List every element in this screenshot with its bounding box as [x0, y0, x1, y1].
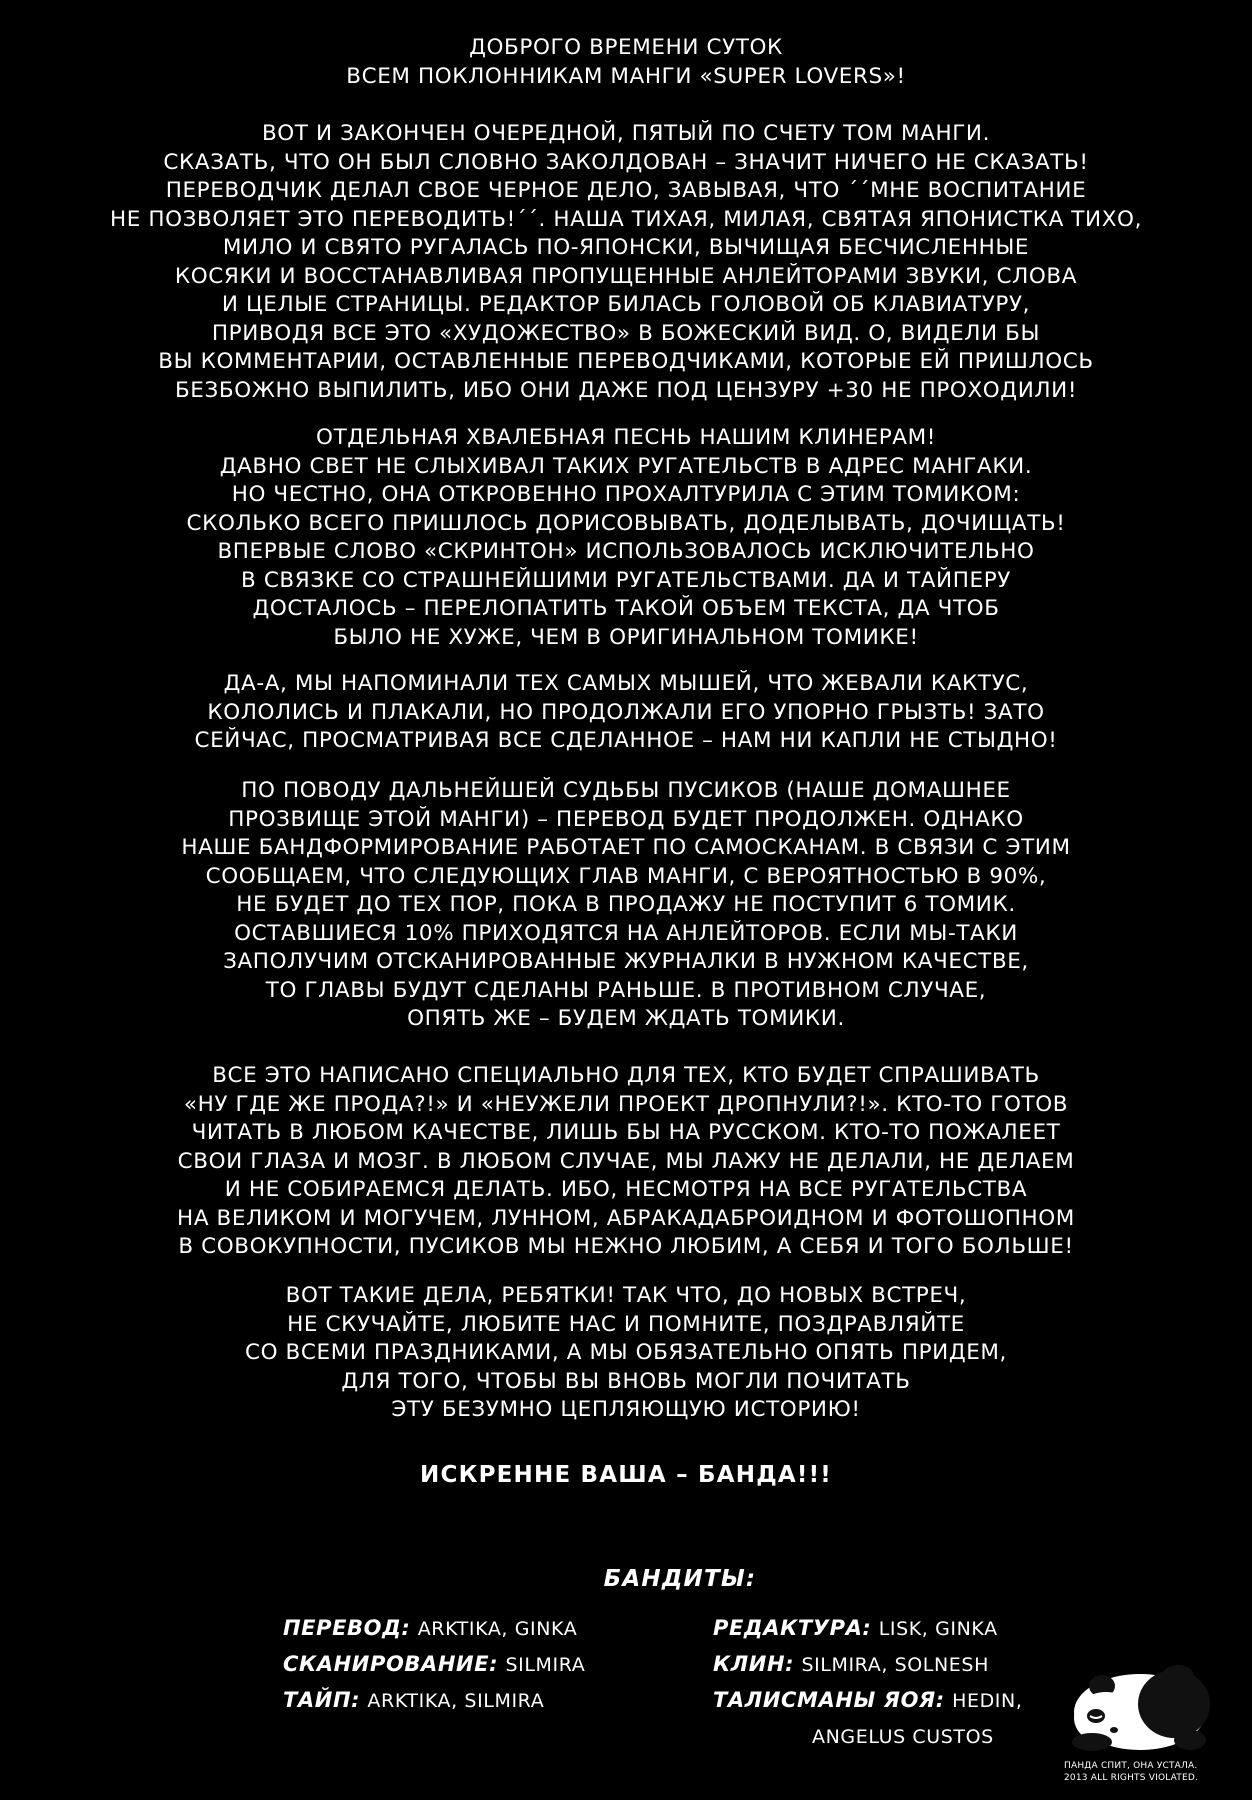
- text-line: ОТДЕЛЬНАЯ ХВАЛЕБНАЯ ПЕСНЬ НАШИМ КЛИНЕРАМ!: [316, 425, 936, 450]
- credit-cleaning: [713, 1652, 989, 1676]
- text-line: НЕ БУДЕТ ДО ТЕХ ПОР, ПОКА В ПРОДАЖУ НЕ ПОСТУПИТ 6 ТОМИК.: [236, 892, 1016, 917]
- text-line: ВОТ И ЗАКОНЧЕН ОЧЕРЕДНОЙ, ПЯТЫЙ ПО СЧЕТУ ТОМ МАНГИ.: [261, 121, 991, 146]
- text-line: И ЦЕЛЫЕ СТРАНИЦЫ. РЕДАКТОР БИЛАСЬ ГОЛОВОЙ ОБ КЛАВИАТУРУ,: [221, 292, 1031, 317]
- text-line: ВЫ КОММЕНТАРИИ, ОСТАВЛЕННЫЕ ПЕРЕВОДЧИКАМИ, КОТОРЫЕ ЕЙ ПРИШЛОСЬ: [158, 349, 1094, 374]
- text-line: ПРИВОДЯ ВСЕ ЭТО «ХУДОЖЕСТВО» В БОЖЕСКИЙ ВИД. О, ВИДЕЛИ БЫ: [211, 320, 1041, 346]
- credit-scanning: [283, 1652, 585, 1676]
- text-line: ВСЕ ЭТО НАПИСАНО СПЕЦИАЛЬНО ДЛЯ ТЕХ, КТО БУДЕТ СПРАШИВАТЬ: [212, 1063, 1040, 1088]
- credit-names: ARKTIKA, GINKA: [417, 1618, 578, 1640]
- credit-typesetting: [283, 1688, 544, 1712]
- text-line: ОПЯТЬ ЖЕ – БУДЕМ ЖДАТЬ ТОМИКИ.: [407, 1006, 845, 1031]
- text-line: ДОСТАЛОСЬ – ПЕРЕЛОПАТИТЬ ТАКОЙ ОБЪЕМ ТЕКСТА, ДА ЧТОБ: [252, 596, 1000, 621]
- credit-names: ARKTIKA, SILMIRA: [367, 1690, 545, 1712]
- text-line: ОСТАВШИЕСЯ 10% ПРИХОДЯТСЯ НА АНЛЕЙТОРОВ. ЕСЛИ МЫ-ТАКИ: [234, 920, 1018, 946]
- text-line: ТО ГЛАВЫ БУДУТ СДЕЛАНЫ РАНЬШЕ. В ПРОТИВНОМ СЛУЧАЕ,: [265, 977, 987, 1003]
- credit-editing: [713, 1616, 998, 1640]
- greeting-line: ДОБРОГО ВРЕМЕНИ СУТОК: [469, 35, 783, 60]
- greeting-line: ВСЕМ ПОКЛОННИКАМ МАНГИ «SUPER LOVERS»!: [346, 63, 906, 89]
- paragraph-future: [100, 777, 1152, 1034]
- text-line: СКАЗАТЬ, ЧТО ОН БЫЛ СЛОВНО ЗАКОЛДОВАН – ЗНАЧИТ НИЧЕГО НЕ СКАЗАТЬ!: [163, 149, 1089, 175]
- panda-caption: [1064, 1760, 1220, 1784]
- signature: ИСКРЕННЕ ВАША – БАНДА!!!: [420, 1462, 832, 1488]
- text-line: ДАВНО СВЕТ НЕ СЛЫХИВАЛ ТАКИХ РУГАТЕЛЬСТВ В АДРЕС МАНГАКИ.: [219, 453, 1033, 479]
- text-line: ВОТ ТАКИЕ ДЕЛА, РЕБЯТКИ! ТАК ЧТО, ДО НОВЫХ ВСТРЕЧ,: [285, 1283, 967, 1308]
- credit-mascots: [713, 1688, 1022, 1712]
- text-line: НЕ ПОЗВОЛЯЕТ ЭТО ПЕРЕВОДИТЬ!´´. НАША ТИХАЯ, МИЛАЯ, СВЯТАЯ ЯПОНИСТКА ТИХО,: [109, 206, 1143, 232]
- text-line: ПРОЗВИЩЕ ЭТОЙ МАНГИ) – ПЕРЕВОД БУДЕТ ПРОДОЛЖЕН. ОДНАКО: [228, 806, 1024, 832]
- text-line: НАШЕ БАНДФОРМИРОВАНИЕ РАБОТАЕТ ПО САМОСКАНАМ. В СВЯЗИ С ЭТИМ: [181, 835, 1071, 860]
- text-line: ЭТУ БЕЗУМНО ЦЕПЛЯЮЩУЮ ИСТОРИЮ!: [391, 1397, 861, 1422]
- text-line: ПЕРЕВОДЧИК ДЕЛАЛ СВОЕ ЧЕРНОЕ ДЕЛО, ЗАВЫВАЯ, ЧТО ´´МНЕ ВОСПИТАНИЕ: [165, 178, 1087, 203]
- text-line: МИЛО И СВЯТО РУГАЛАСЬ ПО-ЯПОНСКИ, ВЫЧИЩАЯ БЕСЧИСЛЕННЫЕ: [222, 235, 1030, 260]
- text-line: ПО ПОВОДУ ДАЛЬНЕЙШЕЙ СУДЬБЫ ПУСИКОВ (НАШЕ ДОМАШНЕЕ: [241, 778, 1011, 803]
- text-line: СООБЩАЕМ, ЧТО СЛЕДУЮЩИХ ГЛАВ МАНГИ, С ВЕРОЯТНОСТЬЮ В 90%,: [205, 863, 1047, 889]
- text-line: СКОЛЬКО ВСЕГО ПРИШЛОСЬ ДОРИСОВЫВАТЬ, ДОДЕЛЫВАТЬ, ДОЧИЩАТЬ!: [186, 510, 1066, 536]
- text-line: СВОИ ГЛАЗА И МОЗГ. В ЛЮБОМ СЛУЧАЕ, МЫ ЛАЖУ НЕ ДЕЛАЛИ, НЕ ДЕЛАЕМ: [177, 1148, 1075, 1174]
- credit-names: SILMIRA, SOLNESH: [801, 1654, 989, 1676]
- paragraph-for-askers: [100, 1062, 1152, 1262]
- text-line: ЗАПОЛУЧИМ ОТСКАНИРОВАННЫЕ ЖУРНАЛКИ В НУЖНОМ КАЧЕСТВЕ,: [223, 949, 1029, 974]
- text-line: БЕЗБОЖНО ВЫПИЛИТЬ, ИБО ОНИ ДАЖЕ ПОД ЦЕНЗУРУ +30 НЕ ПРОХОДИЛИ!: [174, 377, 1078, 403]
- credit-role: ПЕРЕВОД:: [283, 1616, 411, 1640]
- caption-line: 2013 ALL RIGHTS VIOLATED.: [1064, 1773, 1199, 1783]
- text-line: КОЛОЛИСЬ И ПЛАКАЛИ, НО ПРОДОЛЖАЛИ ЕГО УПОРНО ГРЫЗТЬ! ЗАТО: [207, 699, 1045, 725]
- credits-title: БАНДИТЫ:: [603, 1566, 757, 1592]
- credit-role: КЛИН:: [713, 1652, 795, 1676]
- text-line: И НЕ СОБИРАЕМСЯ ДЕЛАТЬ. ИБО, НЕСМОТРЯ НА ВСЕ РУГАТЕЛЬСТВА: [224, 1177, 1028, 1202]
- credit-role: ТАЙП:: [283, 1688, 361, 1712]
- credit-role: ТАЛИСМАНЫ ЯОЯ:: [713, 1688, 945, 1712]
- sleeping-panda-icon: [1062, 1656, 1214, 1752]
- text-line: СО ВСЕМИ ПРАЗДНИКАМИ, А МЫ ОБЯЗАТЕЛЬНО ОПЯТЬ ПРИДЕМ,: [244, 1340, 1007, 1365]
- credit-names: LISK, GINKA: [878, 1618, 998, 1640]
- credit-mascots-continued: [812, 1724, 994, 1748]
- text-line: В СОВОКУПНОСТИ, ПУСИКОВ МЫ НЕЖНО ЛЮБИМ, А СЕБЯ И ТОГО БОЛЬШЕ!: [178, 1234, 1074, 1259]
- greeting-block: [100, 34, 1152, 91]
- credit-names: HEDIN,: [952, 1690, 1023, 1712]
- credit-role: РЕДАКТУРА:: [713, 1616, 872, 1640]
- caption-line: ПАНДА СПИТ, ОНА УСТАЛА.: [1064, 1761, 1198, 1771]
- paragraph-farewell: [100, 1282, 1152, 1425]
- credit-translation: [283, 1616, 577, 1640]
- credit-names: SILMIRA: [505, 1654, 586, 1676]
- text-line: ЧИТАТЬ В ЛЮБОМ КАЧЕСТВЕ, ЛИШЬ БЫ НА РУССКОМ. КТО-ТО ПОЖАЛЕЕТ: [191, 1120, 1061, 1145]
- text-line: В СВЯЗКЕ СО СТРАШНЕЙШИМИ РУГАТЕЛЬСТВАМИ. ДА И ТАЙПЕРУ: [241, 567, 1011, 593]
- credit-names: ANGELUS CUSTOS: [812, 1726, 994, 1748]
- text-line: СЕЙЧАС, ПРОСМАТРИВАЯ ВСЕ СДЕЛАННОЕ – НАМ НИ КАПЛИ НЕ СТЫДНО!: [194, 728, 1058, 753]
- text-line: КОСЯКИ И ВОССТАНАВЛИВАЯ ПРОПУЩЕННЫЕ АНЛЕЙТОРАМИ ЗВУКИ, СЛОВА: [174, 263, 1078, 289]
- text-line: НА ВЕЛИКОМ И МОГУЧЕМ, ЛУННОМ, АБРАКАДАБРОИДНОМ И ФОТОШОПНОМ: [177, 1205, 1075, 1231]
- text-line: НО ЧЕСТНО, ОНА ОТКРОВЕННО ПРОХАЛТУРИЛА С ЭТИМ ТОМИКОМ:: [231, 482, 1021, 507]
- text-line: ДЛЯ ТОГО, ЧТОБЫ ВЫ ВНОВЬ МОГЛИ ПОЧИТАТЬ: [341, 1368, 911, 1394]
- text-line: «НУ ГДЕ ЖЕ ПРОДА?!» И «НЕУЖЕЛИ ПРОЕКТ ДРОПНУЛИ?!». КТО-ТО ГОТОВ: [183, 1091, 1069, 1117]
- paragraph-volume-done: [100, 120, 1152, 405]
- paragraph-cleaners: [100, 424, 1152, 652]
- paragraph-mice: [100, 670, 1152, 756]
- text-line: ВПЕРВЫЕ СЛОВО «СКРИНТОН» ИСПОЛЬЗОВАЛОСЬ ИСКЛЮЧИТЕЛЬНО: [217, 539, 1035, 564]
- text-line: БЫЛО НЕ ХУЖЕ, ЧЕМ В ОРИГИНАЛЬНОМ ТОМИКЕ!: [333, 624, 919, 650]
- credit-role: СКАНИРОВАНИЕ:: [283, 1652, 499, 1676]
- text-line: ДА-А, МЫ НАПОМИНАЛИ ТЕХ САМЫХ МЫШЕЙ, ЧТО ЖЕВАЛИ КАКТУС,: [223, 671, 1029, 696]
- text-line: НЕ СКУЧАЙТЕ, ЛЮБИТЕ НАС И ПОМНИТЕ, ПОЗДРАВЛЯЙТЕ: [287, 1311, 965, 1337]
